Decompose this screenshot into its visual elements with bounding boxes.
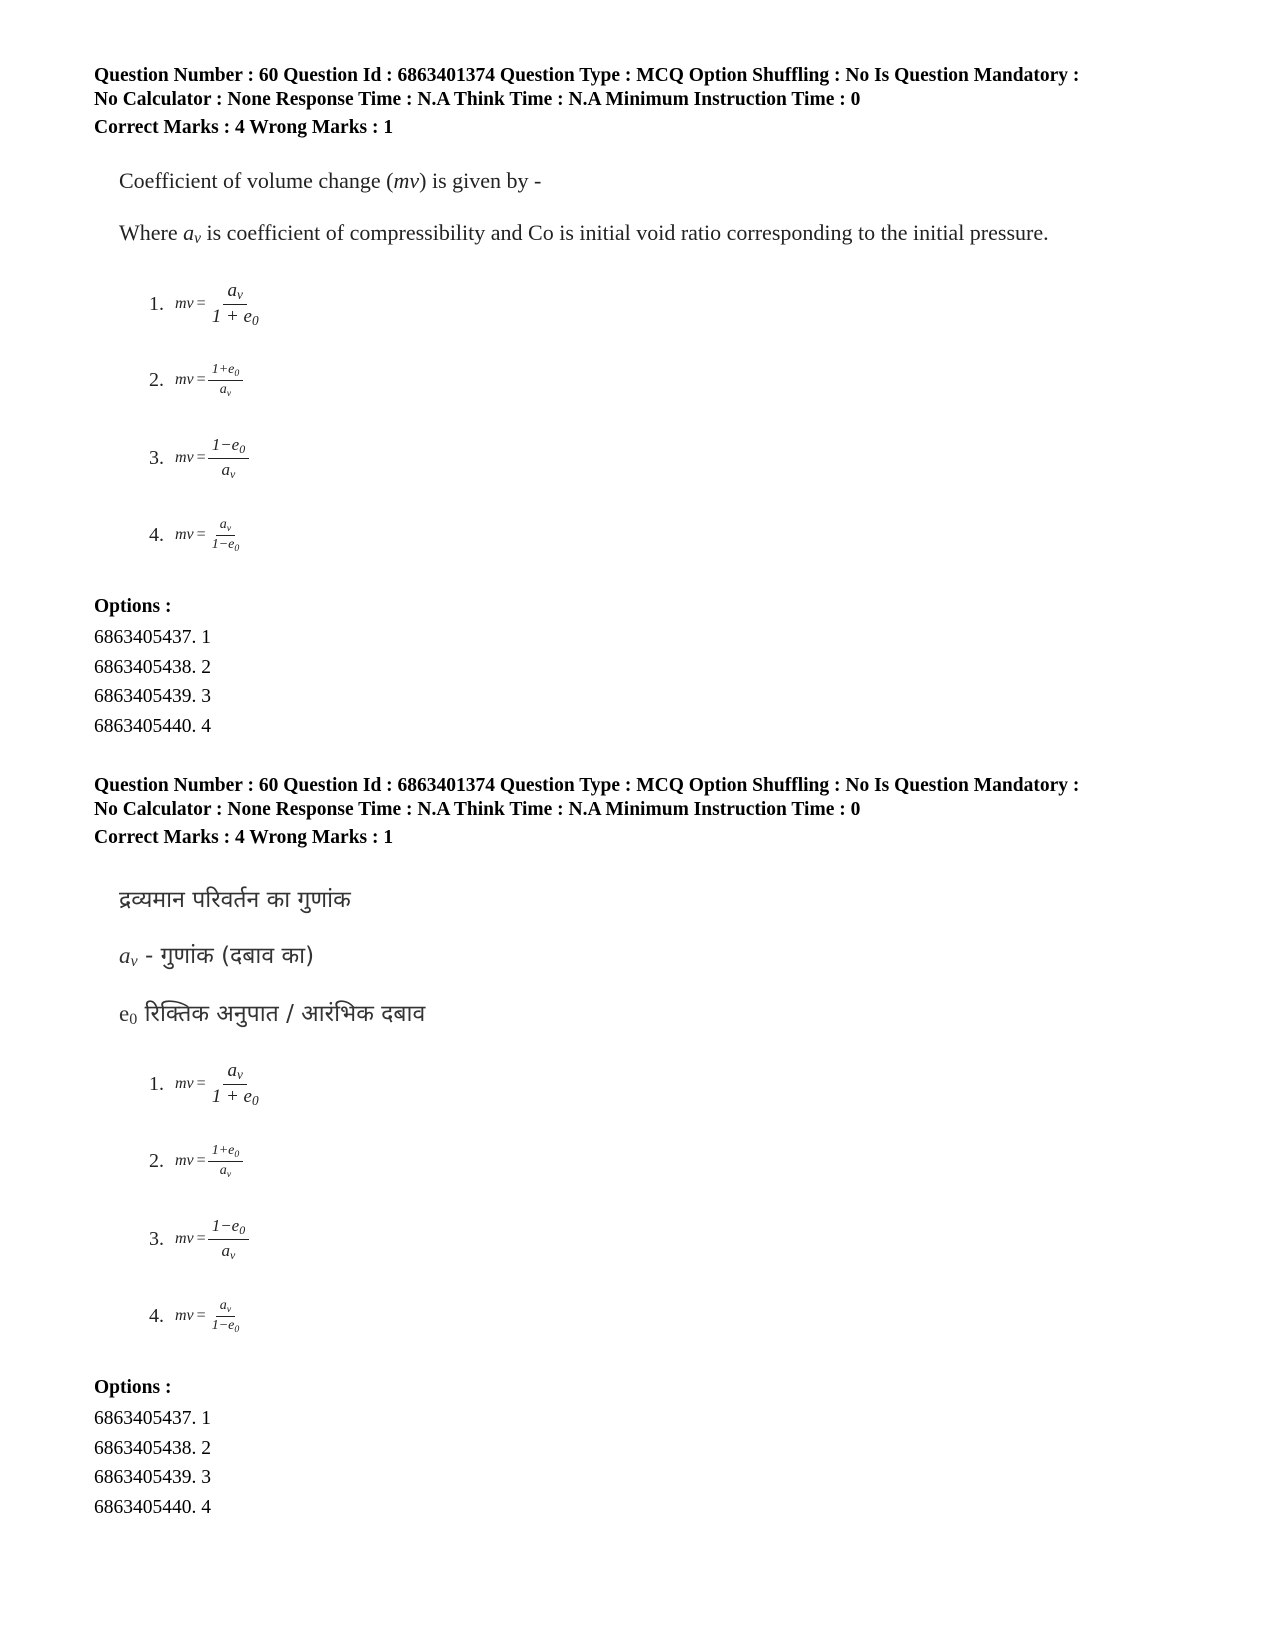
question-meta [94,64,1214,140]
choice-1: 1. mv = $\frac{a_v}{1 + e_0}$ [149,1054,263,1114]
options-label: Options : [94,1377,172,1398]
choice-4: 4. mv = $\frac{a_v}{1-e_0}$ [149,505,243,565]
options-list [94,1404,211,1522]
question-meta [94,774,1214,850]
option-item: 6863405437. 1 [94,1408,211,1429]
question-stem-hi-line-2: $a_v$ - गुणांक (दबाव का) [119,943,315,970]
choice-3: 3. mv = $\frac{1-e_0}{a_v}$ [149,428,249,488]
question-stem-line-2: Where $a_v$ is coefficient of compressibility and Co is initial void ratio corresponding to the initial pressure. [119,220,1049,247]
option-item: 6863405440. 4 [94,1496,211,1518]
option-item: 6863405440. 4 [94,715,211,737]
choice-2: 2. mv = $\frac{1+e_0}{a_v}$ [149,350,243,410]
fraction: $\frac{1+e_0}{a_v}$ [208,362,244,399]
fraction: $\frac{a_v}{1 + e_0}$ [211,279,259,328]
fraction: $\frac{1-e_0}{a_v}$ [208,435,249,482]
option-item: 6863405439. 3 [94,1467,211,1488]
meta-line-2: No Calculator : None Response Time : N.A Think Time : N.A Minimum Instruction Time : 0 [94,799,861,820]
marks-line: Correct Marks : 4 Wrong Marks : 1 [94,827,394,848]
option-item: 6863405438. 2 [94,656,211,678]
option-item: 6863405439. 3 [94,686,211,707]
fraction: $\frac{1+e_0}{a_v}$ [208,1143,244,1180]
options-label: Options : [94,596,172,617]
choice-4: 4. mv = $\frac{a_v}{1-e_0}$ [149,1286,243,1346]
question-stem-hi-line-1: द्रव्यमान परिवर्तन का गुणांक [119,887,351,913]
option-item: 6863405438. 2 [94,1437,211,1459]
question-stem-line-1: Coefficient of volume change (mv) is given by - [119,168,542,193]
fraction: $\frac{a_v}{1-e_0}$ [211,516,240,554]
marks-line: Correct Marks : 4 Wrong Marks : 1 [94,117,394,138]
question-stem-hi-line-3: $e_0$ रिक्तिक अनुपात / आरंभिक दबाव [119,1001,426,1028]
meta-line-2: No Calculator : None Response Time : N.A Think Time : N.A Minimum Instruction Time : 0 [94,89,861,110]
fraction: $\frac{1-e_0}{a_v}$ [208,1216,249,1263]
fraction: $\frac{a_v}{1-e_0}$ [211,1297,240,1335]
meta-line-1: Question Number : 60 Question Id : 6863401374 Question Type : MCQ Option Shuffling : No Is Question Mandatory : [94,65,1080,86]
option-item: 6863405437. 1 [94,627,211,648]
choice-3: 3. mv = $\frac{1-e_0}{a_v}$ [149,1209,249,1269]
fraction: $\frac{a_v}{1 + e_0}$ [211,1059,259,1108]
choice-2: 2. mv = $\frac{1+e_0}{a_v}$ [149,1131,243,1191]
meta-line-1: Question Number : 60 Question Id : 6863401374 Question Type : MCQ Option Shuffling : No Is Question Mandatory : [94,775,1080,796]
options-list [94,623,211,741]
choice-1: 1. mv = $\frac{a_v}{1 + e_0}$ [149,274,263,334]
